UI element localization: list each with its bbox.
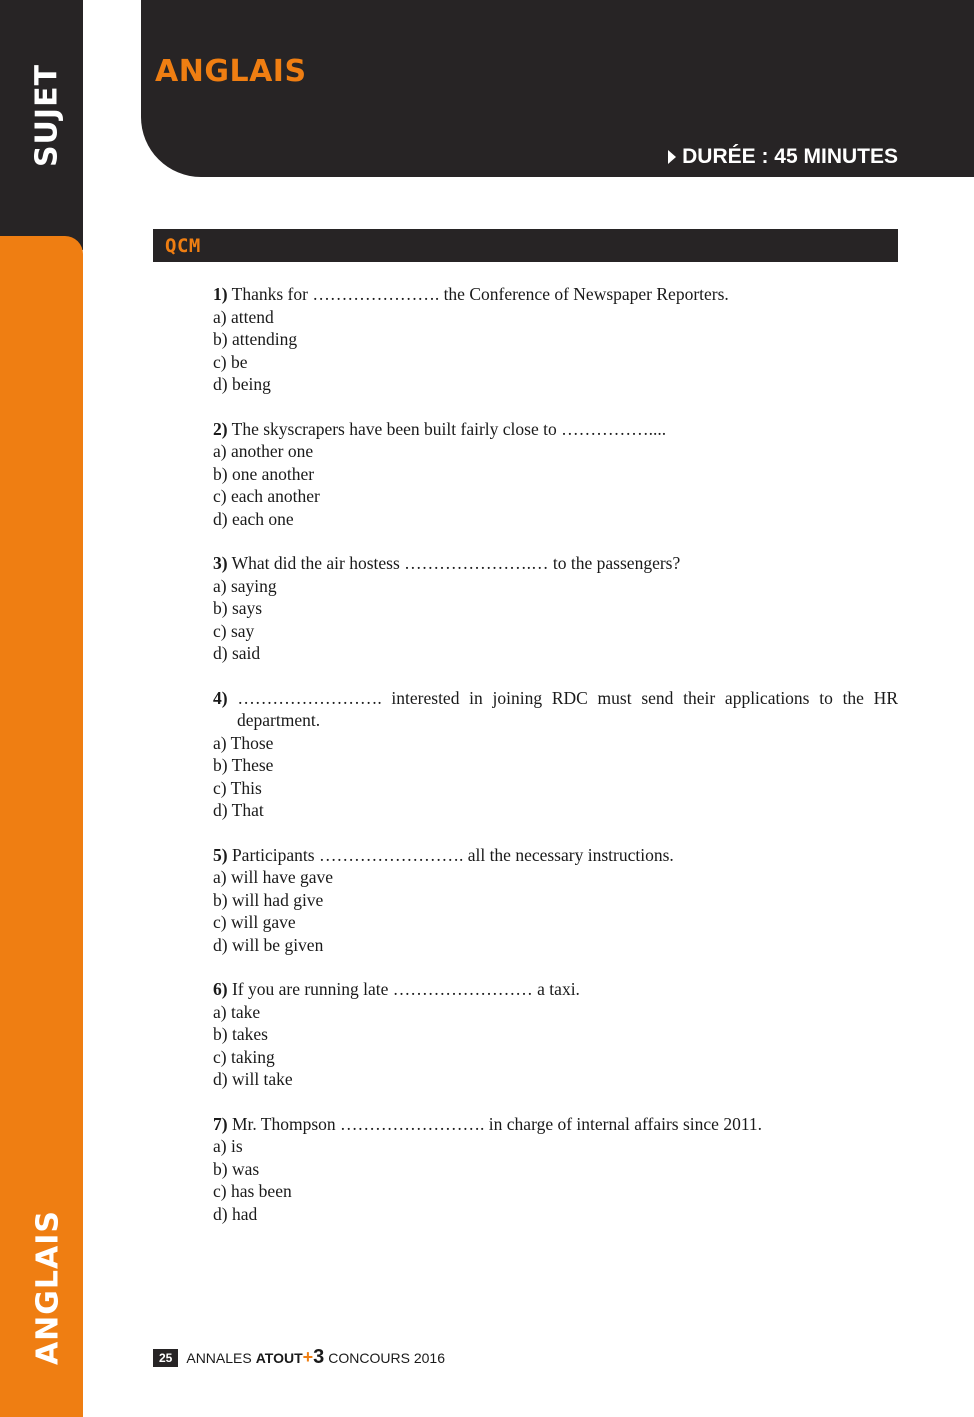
question-7 xyxy=(213,1113,898,1226)
question-1 xyxy=(213,283,898,396)
option-d: d) being xyxy=(213,374,271,394)
option-d: d) That xyxy=(213,800,264,820)
option-b: b) says xyxy=(213,598,263,618)
sidebar-label-anglais: ANGLAIS xyxy=(30,1209,66,1366)
duration-text: DURÉE : 45 MINUTES xyxy=(682,145,898,168)
brand-plus-icon: + xyxy=(302,1347,314,1367)
page-number: 25 xyxy=(153,1349,178,1367)
question-stem: If you are running late …………………… a taxi. xyxy=(231,979,580,999)
question-2 xyxy=(213,418,898,531)
question-number: 2) xyxy=(213,418,228,439)
footer-prefix: ANNALES xyxy=(186,1349,252,1366)
question-3 xyxy=(213,552,898,665)
option-d: d) will take xyxy=(213,1069,293,1089)
option-d: d) had xyxy=(213,1203,258,1224)
question-list xyxy=(213,283,898,1247)
question-stem: What did the air hostess ………………….… to the passengers? xyxy=(231,553,681,573)
page-title: ANGLAIS xyxy=(155,54,307,89)
question-text xyxy=(213,1113,898,1136)
question-number: 7) xyxy=(213,1113,228,1134)
section-title: QCM xyxy=(165,235,201,257)
option-d: d) said xyxy=(213,643,261,663)
question-stem: ……………………. interested in joining RDC must send their applications to the HR department. xyxy=(237,687,898,730)
option-c: c) will gave xyxy=(213,912,296,932)
option-a: a) attend xyxy=(213,306,274,327)
option-b: b) will had give xyxy=(213,889,324,910)
question-number: 3) xyxy=(213,553,228,573)
duration-label xyxy=(668,145,898,169)
question-text xyxy=(213,844,898,867)
question-5 xyxy=(213,844,898,957)
option-a: a) is xyxy=(213,1136,243,1156)
option-a: a) will have gave xyxy=(213,867,334,887)
play-triangle-icon xyxy=(668,150,676,164)
option-c: c) taking xyxy=(213,1046,275,1067)
option-d: d) each one xyxy=(213,508,294,529)
footer-suffix: CONCOURS 2016 xyxy=(328,1349,445,1366)
question-stem: Mr. Thompson ……………………. in charge of internal affairs since 2011. xyxy=(231,1113,763,1134)
option-b: b) was xyxy=(213,1158,260,1179)
option-a: a) another one xyxy=(213,441,314,461)
option-d: d) will be given xyxy=(213,934,324,955)
brand-name: ATOUT xyxy=(255,1349,303,1366)
option-c: c) has been xyxy=(213,1181,292,1201)
sidebar-label-sujet: SUJET xyxy=(29,63,65,168)
question-stem: Participants ……………………. all the necessary instructions. xyxy=(231,844,674,865)
option-b: b) These xyxy=(213,755,274,775)
option-a: a) take xyxy=(213,1001,261,1022)
question-number: 5) xyxy=(213,844,228,865)
question-text xyxy=(213,418,898,441)
brand-three: 3 xyxy=(313,1346,325,1368)
question-4 xyxy=(213,687,898,822)
question-text xyxy=(213,552,898,575)
question-number: 6) xyxy=(213,979,228,999)
question-number: 4) xyxy=(213,687,228,708)
option-c: c) This xyxy=(213,777,262,798)
option-a: a) saying xyxy=(213,575,277,596)
option-c: c) be xyxy=(213,351,248,372)
section-header xyxy=(153,229,898,262)
question-text xyxy=(213,687,898,732)
option-c: c) say xyxy=(213,620,255,641)
page-header xyxy=(141,0,974,177)
question-stem: Thanks for …………………. the Conference of Newspaper Reporters. xyxy=(231,284,729,304)
option-a: a) Those xyxy=(213,732,274,753)
option-b: b) attending xyxy=(213,329,298,349)
page-footer xyxy=(153,1346,445,1369)
question-6 xyxy=(213,978,898,1091)
option-b: b) one another xyxy=(213,463,315,484)
question-stem: The skyscrapers have been built fairly close to …………….... xyxy=(231,418,667,439)
question-text xyxy=(213,283,898,306)
question-text xyxy=(213,978,898,1001)
option-b: b) takes xyxy=(213,1024,268,1044)
option-c: c) each another xyxy=(213,486,320,506)
question-number: 1) xyxy=(213,284,228,304)
